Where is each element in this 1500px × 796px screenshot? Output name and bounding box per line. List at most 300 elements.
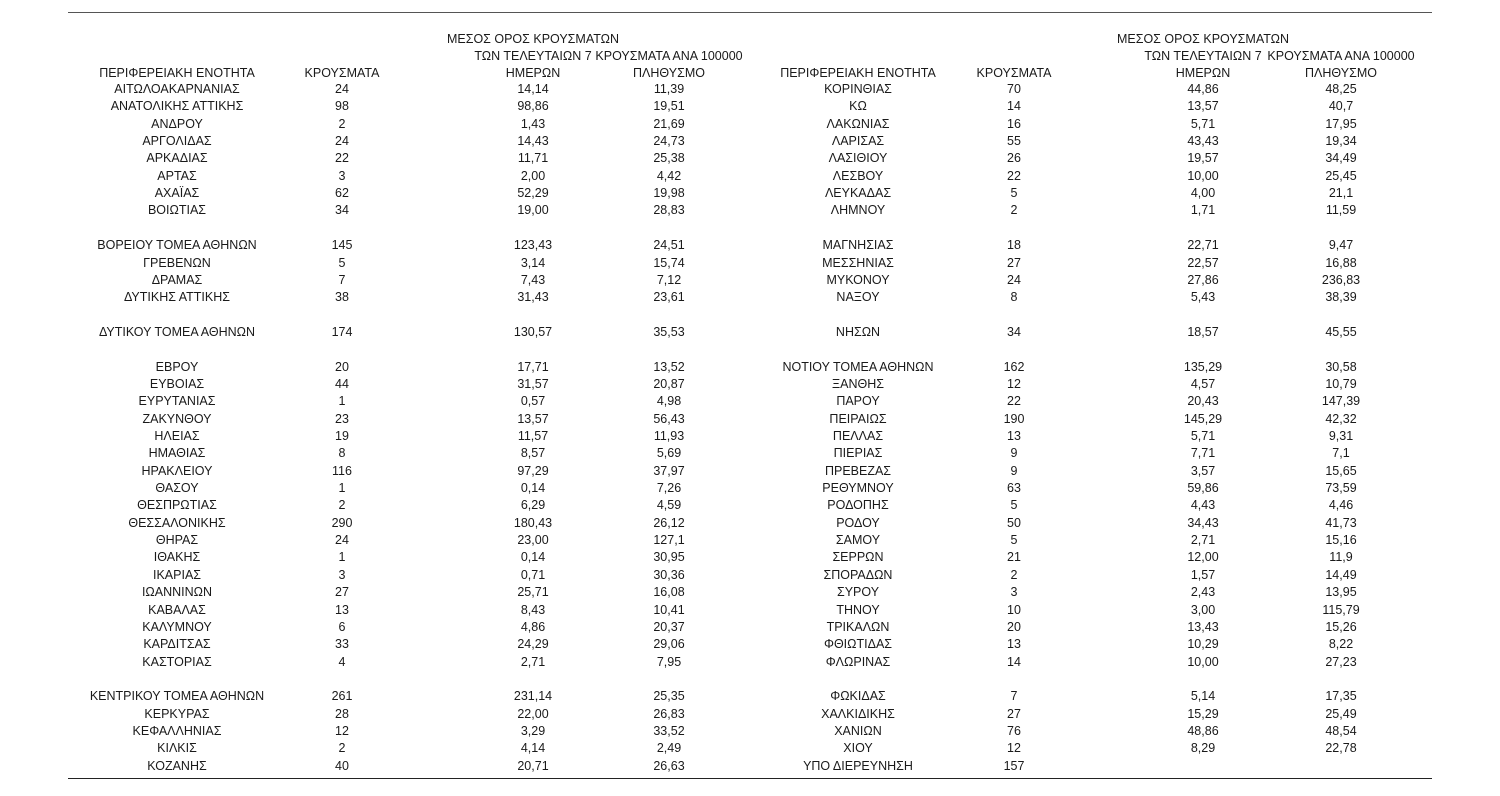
region-cell-left: ΔΡΑΜΑΣ: [151, 272, 203, 287]
cases-cell-left: 24: [335, 533, 349, 548]
avg7-cell-left: 0,71: [520, 567, 546, 582]
region-cell-left: ΒΟΙΩΤΙΑΣ: [147, 203, 207, 218]
avg7-cell-right: 4,57: [1190, 376, 1216, 391]
table-row: [68, 654, 1432, 671]
region-cell-left: ΘΗΡΑΣ: [155, 533, 199, 548]
region-cell-right: ΡΕΘΥΜΝΟΥ: [822, 481, 894, 496]
cases-cell-left: 1: [338, 550, 346, 565]
cases-cell-right: 7: [1010, 689, 1018, 704]
per100k-cell-right: 10,79: [1325, 376, 1357, 391]
table-row: [68, 515, 1432, 532]
avg7-cell-right: 5,71: [1190, 116, 1216, 131]
cases-cell-right: 70: [1007, 82, 1021, 96]
per100k-cell-right: 9,31: [1328, 429, 1354, 443]
per100k-cell-left: 28,83: [653, 203, 685, 218]
avg7-cell-left: 11,71: [517, 151, 549, 166]
region-cell-left: ΑΝΑΤΟΛΙΚΗΣ ΑΤΤΙΚΗΣ: [110, 99, 244, 114]
table-row: [68, 549, 1432, 566]
region-cell-left: ΕΥΒΟΙΑΣ: [149, 376, 205, 391]
region-cell-left: ΔΥΤΙΚΟΥ ΤΟΜΕΑ ΑΘΗΝΩΝ: [98, 324, 256, 339]
header-per100k-left: [578, 48, 760, 82]
region-cell-right: ΣΠΟΡΑΔΩΝ: [823, 567, 893, 582]
table-row: [68, 428, 1432, 445]
cases-cell-right: 8: [1010, 290, 1018, 305]
region-cell-left: ΚΑΛΥΜΝΟΥ: [142, 619, 212, 634]
per100k-cell-left: 24,51: [653, 238, 685, 253]
region-cell-right: ΣΕΡΡΩΝ: [832, 550, 884, 565]
per100k-cell-left: 10,41: [653, 602, 685, 617]
cases-cell-right: 76: [1007, 723, 1021, 738]
avg7-cell-left: 8,57: [520, 446, 546, 461]
cases-cell-left: 12: [335, 723, 349, 738]
header-cases-left: [286, 65, 398, 82]
per100k-cell-right: 11,59: [1325, 203, 1357, 218]
cases-cell-left: 24: [335, 82, 349, 96]
region-cell-left: ΒΟΡΕΙΟΥ ΤΟΜΕΑ ΑΘΗΝΩΝ: [97, 238, 257, 253]
cases-cell-right: 10: [1007, 602, 1021, 617]
region-cell-right: ΧΙΟΥ: [843, 741, 873, 756]
table-row: [68, 602, 1432, 619]
per100k-cell-right: 8,22: [1328, 637, 1354, 652]
region-cell-left: ΚΑΒΑΛΑΣ: [148, 602, 206, 617]
region-cell-right: ΛΑΣΙΘΙΟΥ: [828, 151, 888, 166]
cases-cell-left: 40: [335, 758, 349, 773]
per100k-cell-right: 9,47: [1328, 238, 1354, 253]
region-cell-left: ΑΡΓΟΛΙΔΑΣ: [142, 134, 212, 149]
table-row: [68, 688, 1432, 705]
avg7-cell-left: 11,57: [517, 429, 549, 443]
region-cell-left: ΚΕΝΤΡΙΚΟΥ ΤΟΜΕΑ ΑΘΗΝΩΝ: [89, 689, 265, 704]
avg7-cell-right: 135,29: [1183, 359, 1223, 374]
per100k-cell-left: 5,69: [656, 446, 682, 461]
table-row: [68, 758, 1432, 775]
cases-cell-left: 145: [331, 238, 353, 253]
table-row: [68, 740, 1432, 757]
per100k-cell-right: 27,23: [1325, 654, 1357, 669]
table-row: [68, 359, 1432, 376]
avg7-cell-left: 19,00: [517, 203, 549, 218]
header-line: ΚΡΟΥΣΜΑΤΑ: [976, 66, 1052, 80]
table-row: [68, 411, 1432, 428]
table-row: [68, 584, 1432, 601]
table-row: [68, 237, 1432, 254]
region-cell-right: ΧΑΛΚΙΔΙΚΗΣ: [821, 706, 895, 721]
cases-cell-right: 24: [1007, 272, 1021, 287]
avg7-cell-left: 25,71: [517, 585, 549, 600]
table-row: [68, 463, 1432, 480]
avg7-cell-left: 130,57: [513, 324, 553, 339]
table-row: [68, 116, 1432, 133]
avg7-cell-right: 7,71: [1190, 446, 1216, 461]
per100k-cell-left: 24,73: [653, 134, 685, 149]
avg7-cell-left: 8,43: [520, 602, 546, 617]
table-row: [68, 81, 1432, 98]
per100k-cell-left: 4,42: [656, 168, 682, 183]
per100k-cell-left: 26,12: [653, 515, 685, 530]
per100k-cell-left: 37,97: [653, 463, 685, 478]
avg7-cell-left: 20,71: [517, 758, 549, 773]
avg7-cell-right: 2,71: [1190, 533, 1216, 548]
per100k-cell-right: 48,25: [1325, 82, 1357, 96]
avg7-cell-right: 22,71: [1187, 238, 1219, 253]
per100k-cell-left: 26,83: [653, 706, 685, 721]
per100k-cell-left: 19,51: [653, 99, 685, 114]
region-cell-right: ΜΥΚΟΝΟΥ: [826, 272, 890, 287]
per100k-cell-right: 7,1: [1332, 446, 1350, 461]
avg7-cell-left: 0,14: [520, 481, 546, 496]
header-line: ΜΕΣΟΣ ΟΡΟΣ ΚΡΟΥΣΜΑΤΩΝ: [1116, 32, 1290, 46]
cases-cell-left: 2: [338, 741, 346, 756]
cases-cell-right: 190: [1003, 411, 1025, 426]
avg7-cell-right: 20,43: [1187, 394, 1219, 409]
avg7-cell-left: 2,00: [520, 168, 546, 183]
per100k-cell-left: 56,43: [653, 411, 685, 426]
avg7-cell-right: 145,29: [1183, 411, 1223, 426]
region-cell-left: ΔΥΤΙΚΗΣ ΑΤΤΙΚΗΣ: [124, 290, 230, 305]
per100k-cell-left: 2,49: [656, 741, 682, 756]
region-cell-left: ΗΜΑΘΙΑΣ: [148, 446, 206, 461]
avg7-cell-left: 31,43: [517, 290, 549, 305]
region-cell-left: ΑΡΤΑΣ: [157, 168, 197, 183]
table-row: [68, 202, 1432, 219]
table-row: [68, 480, 1432, 497]
region-cell-right: ΠΙΕΡΙΑΣ: [833, 446, 883, 461]
per100k-cell-right: 19,34: [1325, 134, 1357, 149]
per100k-cell-left: 4,59: [656, 498, 682, 513]
avg7-cell-left: 52,29: [517, 186, 549, 201]
per100k-cell-left: 127,1: [653, 533, 685, 548]
cases-cell-right: 12: [1007, 741, 1021, 756]
avg7-cell-left: 180,43: [513, 515, 553, 530]
per100k-cell-left: 13,52: [653, 359, 685, 374]
cases-cell-left: 174: [331, 324, 353, 339]
avg7-cell-left: 3,14: [520, 255, 546, 270]
avg7-cell-right: 2,43: [1190, 585, 1216, 600]
avg7-cell-right: 18,57: [1187, 324, 1219, 339]
region-cell-right: ΛΕΣΒΟΥ: [832, 168, 884, 183]
cases-cell-left: 62: [335, 186, 349, 201]
header-region-left: [68, 65, 286, 82]
region-cell-right: ΛΕΥΚΑΔΑΣ: [824, 186, 892, 201]
region-cell-left: ΑΧΑΪΑΣ: [154, 186, 200, 201]
avg7-cell-right: 19,57: [1187, 151, 1219, 166]
per100k-cell-right: 13,95: [1325, 585, 1357, 600]
cases-cell-left: 3: [338, 168, 346, 183]
avg7-cell-left: 123,43: [513, 238, 553, 253]
cases-cell-right: 162: [1003, 359, 1025, 374]
cases-cell-left: 8: [338, 446, 346, 461]
per100k-cell-right: 73,59: [1325, 481, 1357, 496]
header-line: ΗΜΕΡΩΝ: [505, 66, 561, 80]
avg7-cell-left: 98,86: [517, 99, 549, 114]
table-row: [68, 567, 1432, 584]
region-cell-right: ΜΑΓΝΗΣΙΑΣ: [822, 238, 894, 253]
cases-cell-left: 2: [338, 116, 346, 131]
region-cell-left: ΗΛΕΙΑΣ: [154, 429, 200, 443]
cases-cell-right: 3: [1010, 585, 1018, 600]
cases-cell-right: 9: [1010, 463, 1018, 478]
avg7-cell-left: 31,57: [517, 376, 549, 391]
avg7-cell-right: 13,57: [1187, 99, 1219, 114]
table-row: [68, 289, 1432, 306]
cases-cell-left: 24: [335, 134, 349, 149]
region-cell-right: ΞΑΝΘΗΣ: [832, 376, 884, 391]
cases-cell-right: 27: [1007, 255, 1021, 270]
cases-cell-right: 18: [1007, 238, 1021, 253]
cases-cell-right: 34: [1007, 324, 1021, 339]
region-cell-right: ΠΕΛΛΑΣ: [832, 429, 884, 443]
region-cell-left: ΘΕΣΠΡΩΤΙΑΣ: [137, 498, 217, 513]
avg7-cell-left: 14,14: [517, 82, 549, 96]
header-line: ΗΜΕΡΩΝ: [1175, 66, 1231, 80]
header-line: ΠΛΗΘΥΣΜΟ: [633, 66, 705, 80]
region-cell-left: ΚΑΣΤΟΡΙΑΣ: [142, 654, 212, 669]
avg7-cell-right: 59,86: [1187, 481, 1219, 496]
table-row: [68, 706, 1432, 723]
region-cell-right: ΝΗΣΩΝ: [835, 324, 881, 339]
cases-cell-right: 63: [1007, 481, 1021, 496]
region-cell-right: ΦΩΚΙΔΑΣ: [830, 689, 886, 704]
cases-cell-left: 116: [332, 463, 352, 478]
region-cell-right: ΝΟΤΙΟΥ ΤΟΜΕΑ ΑΘΗΝΩΝ: [782, 359, 934, 374]
table-row: [68, 133, 1432, 150]
per100k-cell-right: 15,16: [1325, 533, 1357, 548]
cases-cell-right: 21: [1007, 550, 1021, 565]
avg7-cell-left: 22,00: [517, 706, 549, 721]
table-row: [68, 532, 1432, 549]
region-cell-left: ΖΑΚΥΝΘΟΥ: [142, 411, 212, 426]
per100k-cell-left: 30,36: [653, 567, 685, 582]
per100k-cell-right: 17,95: [1325, 116, 1357, 131]
per100k-cell-right: 16,88: [1325, 255, 1357, 270]
table-row: [68, 272, 1432, 289]
table-row: [68, 220, 1432, 237]
avg7-cell-right: 10,00: [1187, 168, 1219, 183]
cases-cell-right: 14: [1007, 99, 1021, 114]
cases-cell-left: 23: [335, 411, 349, 426]
cases-cell-left: 33: [335, 637, 349, 652]
region-cell-right: ΤΗΝΟΥ: [836, 602, 880, 617]
per100k-cell-left: 35,53: [653, 324, 685, 339]
avg7-cell-right: 1,71: [1190, 203, 1216, 218]
region-cell-right: ΠΕΙΡΑΙΩΣ: [829, 411, 887, 426]
cases-cell-right: 12: [1007, 376, 1021, 391]
header-cases-right: [958, 65, 1070, 82]
header-line: ΤΩΝ ΤΕΛΕΥΤΑΙΩΝ 7: [1144, 49, 1262, 63]
avg7-cell-left: 1,43: [520, 116, 546, 131]
cases-cell-left: 44: [335, 376, 349, 391]
header-line: ΠΕΡΙΦΕΡΕΙΑΚΗ ΕΝΟΤΗΤΑ: [99, 66, 255, 80]
cases-cell-right: 55: [1007, 134, 1021, 149]
region-cell-left: ΚΙΛΚΙΣ: [157, 741, 197, 756]
table-row: [68, 307, 1432, 324]
per100k-cell-left: 33,52: [653, 723, 685, 738]
region-cell-left: ΚΑΡΔΙΤΣΑΣ: [143, 637, 211, 652]
avg7-cell-right: 15,29: [1187, 706, 1219, 721]
header-region-right: [751, 65, 965, 82]
table-row: [68, 168, 1432, 185]
per100k-cell-left: 11,93: [653, 429, 685, 443]
cases-cell-left: 19: [335, 429, 349, 443]
per100k-cell-right: 25,49: [1325, 706, 1357, 721]
cases-cell-right: 20: [1007, 619, 1021, 634]
avg7-cell-left: 13,57: [517, 411, 549, 426]
region-cell-left: ΚΕΦΑΛΛΗΝΙΑΣ: [132, 723, 222, 738]
avg7-cell-left: 24,29: [517, 637, 549, 652]
region-cell-left: ΘΑΣΟΥ: [155, 481, 199, 496]
cases-cell-left: 4: [338, 654, 346, 669]
cases-cell-right: 22: [1007, 394, 1021, 409]
region-cell-left: ΑΝΔΡΟΥ: [151, 116, 203, 131]
avg7-cell-right: 8,29: [1190, 741, 1216, 756]
per100k-cell-right: 22,78: [1325, 741, 1357, 756]
region-cell-right: ΦΘΙΩΤΙΔΑΣ: [823, 637, 893, 652]
per100k-cell-right: 30,58: [1325, 359, 1357, 374]
per100k-cell-right: 11,9: [1329, 550, 1353, 565]
table-row: [68, 185, 1432, 202]
region-cell-right: ΚΩ: [849, 99, 867, 114]
cases-cell-left: 1: [338, 481, 346, 496]
header-per100k-right: [1250, 48, 1432, 82]
cases-cell-right: 5: [1010, 498, 1018, 513]
avg7-cell-right: 43,43: [1187, 134, 1219, 149]
avg7-cell-right: 5,43: [1190, 290, 1216, 305]
per100k-cell-left: 21,69: [653, 116, 685, 131]
region-cell-right: ΚΟΡΙΝΘΙΑΣ: [824, 82, 892, 96]
table-row: [68, 393, 1432, 410]
cases-cell-right: 157: [1003, 758, 1025, 773]
header-line: ΜΕΣΟΣ ΟΡΟΣ ΚΡΟΥΣΜΑΤΩΝ: [446, 32, 620, 46]
per100k-cell-left: 23,61: [653, 290, 685, 305]
avg7-cell-left: 7,43: [520, 272, 546, 287]
per100k-cell-left: 7,12: [656, 272, 682, 287]
cases-table: [68, 0, 1432, 796]
cases-cell-right: 27: [1007, 706, 1021, 721]
cases-cell-left: 3: [338, 567, 346, 582]
per100k-cell-right: 17,35: [1325, 689, 1357, 704]
header-line: ΚΡΟΥΣΜΑΤΑ: [304, 66, 380, 80]
per100k-cell-right: 4,46: [1328, 498, 1354, 513]
cases-cell-right: 2: [1010, 203, 1018, 218]
region-cell-left: ΚΕΡΚΥΡΑΣ: [144, 706, 210, 721]
avg7-cell-right: 3,00: [1190, 602, 1216, 617]
avg7-cell-left: 17,71: [517, 359, 549, 374]
per100k-cell-right: 15,26: [1325, 619, 1357, 634]
cases-cell-right: 26: [1007, 151, 1021, 166]
cases-cell-left: 6: [338, 619, 346, 634]
cases-cell-left: 20: [335, 359, 349, 374]
avg7-cell-left: 3,29: [520, 723, 546, 738]
region-cell-left: ΘΕΣΣΑΛΟΝΙΚΗΣ: [128, 515, 226, 530]
cases-cell-left: 98: [335, 99, 349, 114]
avg7-cell-right: 4,43: [1190, 498, 1216, 513]
cases-cell-right: 5: [1010, 186, 1018, 201]
region-cell-left: ΓΡΕΒΕΝΩΝ: [143, 255, 211, 270]
cases-cell-left: 1: [338, 394, 346, 409]
avg7-cell-left: 2,71: [520, 654, 546, 669]
cases-cell-right: 5: [1010, 533, 1018, 548]
table-row: [68, 255, 1432, 272]
avg7-cell-left: 97,29: [517, 463, 549, 478]
per100k-cell-left: 25,38: [653, 151, 685, 166]
per100k-cell-left: 26,63: [653, 758, 685, 773]
per100k-cell-left: 29,06: [653, 637, 685, 652]
cases-cell-right: 2: [1010, 567, 1018, 582]
avg7-cell-right: 5,14: [1190, 689, 1216, 704]
table-row: [68, 619, 1432, 636]
per100k-cell-left: 4,98: [656, 394, 682, 409]
cases-cell-left: 290: [331, 515, 353, 530]
table-row: [68, 497, 1432, 514]
cases-cell-right: 9: [1010, 446, 1018, 461]
region-cell-right: ΡΟΔΟΠΗΣ: [827, 498, 889, 513]
region-cell-right: ΣΑΜΟΥ: [835, 533, 881, 548]
avg7-cell-right: 5,71: [1190, 429, 1216, 443]
cases-cell-left: 28: [335, 706, 349, 721]
per100k-cell-right: 40,7: [1328, 99, 1354, 114]
per100k-cell-right: 115,79: [1322, 602, 1360, 617]
per100k-cell-right: 38,39: [1325, 290, 1357, 305]
table-row: [68, 150, 1432, 167]
region-cell-left: ΑΙΤΩΛΟΑΚΑΡΝΑΝΙΑΣ: [114, 82, 240, 96]
per100k-cell-right: 147,39: [1321, 394, 1361, 409]
avg7-cell-left: 0,14: [520, 550, 546, 565]
per100k-cell-left: 7,95: [656, 654, 682, 669]
table-row: [68, 723, 1432, 740]
region-cell-left: ΗΡΑΚΛΕΙΟΥ: [141, 463, 213, 478]
cases-cell-left: 34: [335, 203, 349, 218]
table-row: [68, 341, 1432, 358]
per100k-cell-right: 21,1: [1328, 186, 1354, 201]
region-cell-right: ΦΛΩΡΙΝΑΣ: [825, 654, 891, 669]
avg7-cell-left: 4,86: [520, 619, 546, 634]
cases-cell-left: 261: [331, 689, 353, 704]
table-row: [68, 671, 1432, 688]
cases-cell-left: 2: [338, 498, 346, 513]
region-cell-left: ΑΡΚΑΔΙΑΣ: [146, 151, 208, 166]
cases-cell-right: 50: [1007, 515, 1021, 530]
region-cell-right: ΧΑΝΙΩΝ: [834, 723, 882, 738]
per100k-cell-right: 34,49: [1325, 151, 1357, 166]
avg7-cell-right: 3,57: [1190, 463, 1216, 478]
cases-cell-right: 22: [1007, 168, 1021, 183]
header-line: ΠΛΗΘΥΣΜΟ: [1305, 66, 1377, 80]
cases-cell-left: 38: [335, 290, 349, 305]
table-top-rule: [68, 12, 1432, 13]
region-cell-right: ΠΑΡΟΥ: [836, 394, 880, 409]
per100k-cell-right: 45,55: [1325, 324, 1357, 339]
header-line: ΤΩΝ ΤΕΛΕΥΤΑΙΩΝ 7: [474, 49, 592, 63]
region-cell-right: ΠΡΕΒΕΖΑΣ: [824, 463, 892, 478]
per100k-cell-right: 41,73: [1325, 515, 1357, 530]
table-row: [68, 98, 1432, 115]
region-cell-right: ΜΕΣΣΗΝΙΑΣ: [822, 255, 894, 270]
avg7-cell-right: 4,00: [1190, 186, 1216, 201]
table-row: [68, 324, 1432, 341]
avg7-cell-left: 4,14: [520, 741, 546, 756]
region-cell-left: ΕΒΡΟΥ: [155, 359, 199, 374]
region-cell-right: ΛΑΡΙΣΑΣ: [831, 134, 885, 149]
per100k-cell-left: 20,87: [653, 376, 685, 391]
per100k-cell-left: 19,98: [653, 186, 685, 201]
per100k-cell-right: 48,54: [1325, 723, 1357, 738]
region-cell-right: ΛΑΚΩΝΙΑΣ: [826, 116, 890, 131]
region-cell-right: ΥΠΟ ΔΙΕΡΕΥΝΗΣΗ: [803, 758, 913, 773]
per100k-cell-right: 25,45: [1325, 168, 1357, 183]
cases-cell-right: 13: [1007, 637, 1021, 652]
avg7-cell-right: 48,86: [1187, 723, 1219, 738]
avg7-cell-right: 34,43: [1187, 515, 1219, 530]
